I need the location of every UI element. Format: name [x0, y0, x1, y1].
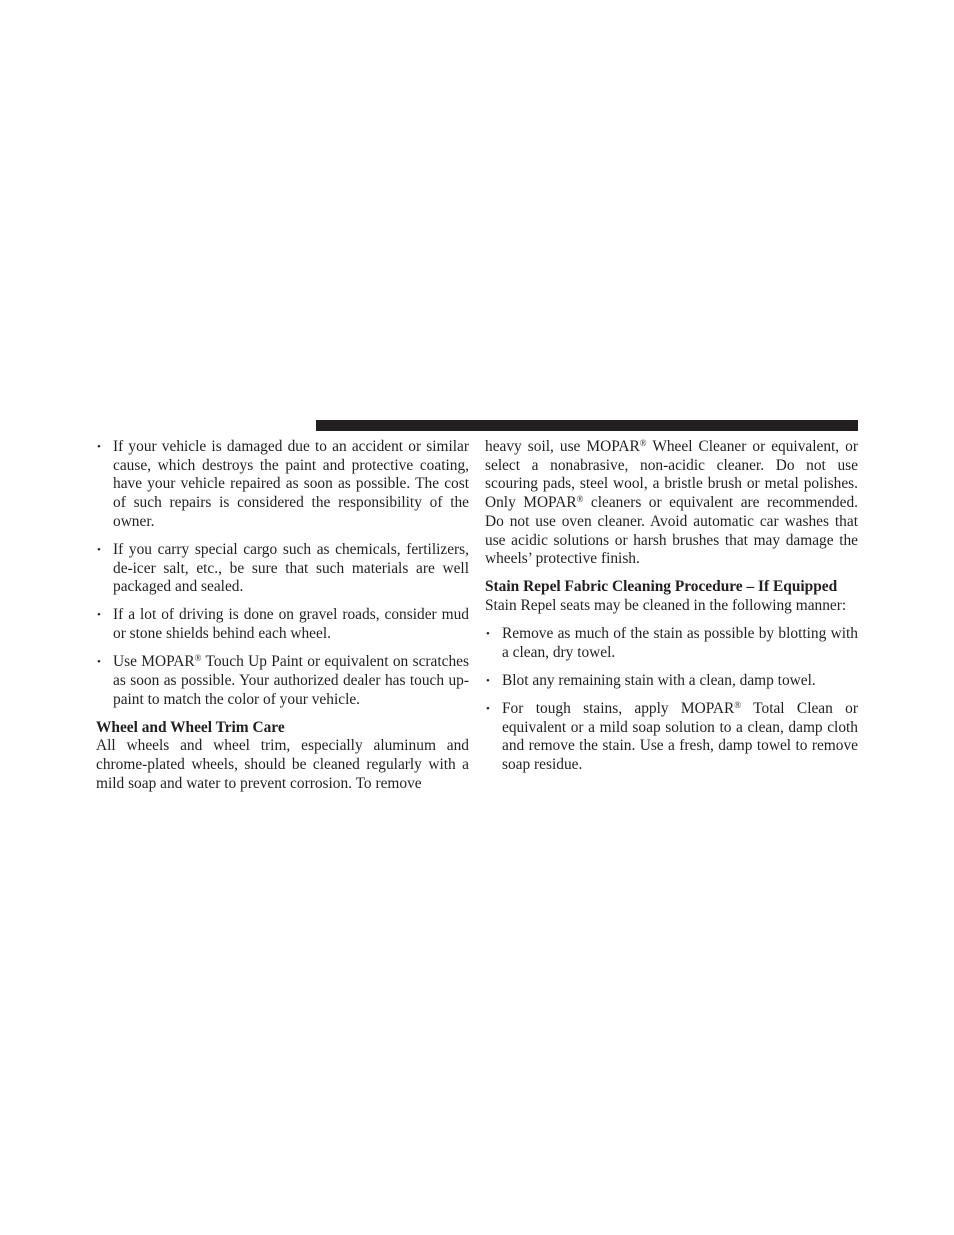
bullet-glyph: •: [97, 609, 101, 622]
list-item: [485, 625, 858, 662]
registered-mark: ®: [639, 438, 647, 448]
bullet-text: If your vehicle is damaged due to an accident or similar cause, which destroys the paint and protective coating, have your vehicle repaired as soon as possible. The cost of such repairs is considered the responsibility of the owner.: [113, 438, 469, 530]
bullet-text: Remove as much of the stain as possible by blotting with a clean, dry towel.: [502, 625, 858, 661]
list-item: [485, 700, 858, 775]
list-item: [96, 653, 469, 709]
bullet-text: Use MOPAR® Touch Up Paint or equivalent on scratches as soon as possible. Your authorized dealer has touch up-paint to match the color of your vehicle.: [113, 653, 469, 708]
registered-mark: ®: [576, 494, 584, 505]
wheel-care-paragraph: All wheels and wheel trim, especially aluminum and chrome-plated wheels, should be cleaned regularly with a mild soap and water to prevent corrosion. To remove: [96, 737, 469, 792]
left-column: [96, 438, 469, 794]
bullet-text: If a lot of driving is done on gravel roads, consider mud or stone shields behind each wheel.: [113, 606, 469, 643]
registered-mark: ®: [194, 653, 202, 664]
bullet-glyph: •: [97, 441, 101, 453]
wheel-care-heading: Wheel and Wheel Trim Care: [96, 718, 285, 736]
list-item: [96, 438, 469, 532]
bullet-glyph: •: [97, 656, 101, 669]
section-header-bar: [316, 420, 858, 431]
stain-repel-heading: Stain Repel Fabric Cleaning Procedure – If Equipped: [485, 578, 838, 596]
bullet-glyph: •: [486, 703, 490, 715]
list-item: [96, 606, 469, 643]
bullet-text: For tough stains, apply MOPAR® Total Clean or equivalent or a mild soap solution to a clean, damp cloth and remove the stain. Use a fresh, damp towel to remove soap residue.: [502, 700, 858, 774]
wheel-care-continuation: heavy soil, use MOPAR® Wheel Cleaner or equivalent, or select a nonabrasive, non-acidic cleaner. Do not use scouring pads, steel wool, a bristle brush or metal polishes. Only MOPAR® cleaners or equivalent are recommended. Do not use oven cleaner. Avoid automatic car washes that use acidic solutions or harsh brushes that may damage the wheels’ protective finish.: [485, 438, 858, 568]
bullet-glyph: •: [97, 543, 101, 556]
bullet-glyph: •: [486, 628, 490, 641]
right-column: [485, 438, 858, 784]
registered-mark: ®: [734, 700, 742, 710]
stain-repel-intro: Stain Repel seats may be cleaned in the following manner:: [485, 597, 847, 615]
bullet-glyph: •: [486, 674, 490, 687]
list-item: [96, 541, 469, 597]
bullet-text: If you carry special cargo such as chemicals, fertilizers, de-icer salt, etc., be sure that such materials are well packaged and sealed.: [113, 540, 469, 596]
list-item: [485, 672, 858, 691]
bullet-text: Blot any remaining stain with a clean, damp towel.: [502, 671, 816, 689]
